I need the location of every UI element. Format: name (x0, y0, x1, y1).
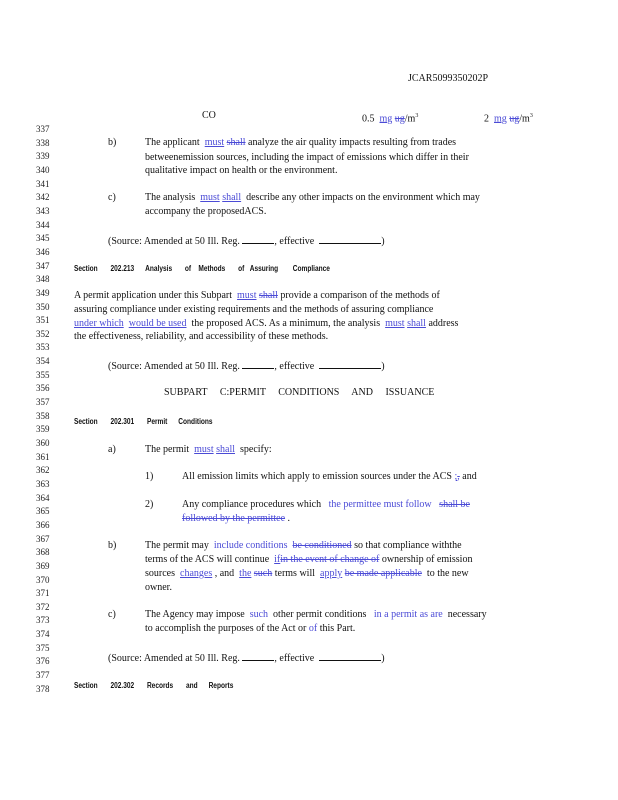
item-2-line-2 (182, 513, 290, 525)
item-2-line-1 (182, 499, 470, 511)
line-number: 349 (36, 287, 50, 298)
limit-1-unit-deleted: ug (394, 113, 405, 125)
inserted-text-4: shall (407, 318, 426, 329)
text: (Source: Amended at 50 Ill. Reg. (108, 361, 240, 372)
sec3-b-line-4: owner. (145, 582, 172, 593)
text: other permit conditions (273, 609, 367, 620)
line-number: 364 (36, 492, 50, 503)
inserted-text: must (200, 192, 220, 203)
section-202-301-heading (74, 416, 213, 428)
line-number: 378 (36, 683, 50, 694)
inserted-text: such (249, 609, 269, 620)
item-c-line-1 (145, 192, 480, 204)
text: Assuring (249, 264, 279, 273)
limit-1-unit-inserted: mg (379, 113, 393, 125)
text: , and (214, 568, 235, 579)
line-number: 360 (36, 437, 50, 448)
line-number: 376 (36, 656, 50, 667)
inserted-text: if (274, 554, 281, 565)
text: The permit may (145, 540, 209, 551)
inserted-text-2: shall (216, 444, 235, 455)
text: ) (381, 361, 385, 372)
text: 202.302 (110, 681, 135, 690)
sec2-line-3 (74, 318, 458, 330)
line-number: 372 (36, 601, 50, 612)
inserted-text-3: apply (320, 568, 343, 579)
text: 202.213 (110, 264, 135, 273)
text: terms of the ACS will continue (145, 554, 270, 565)
text: of (184, 264, 192, 273)
limit-1-unit-m: /m (404, 113, 416, 125)
line-number: 368 (36, 547, 50, 558)
line-number: 345 (36, 233, 50, 244)
item-b-line-2: betweenemission sources, including the impact of emissions which differ in their (145, 152, 469, 163)
section-202-213-heading (74, 263, 330, 275)
deleted-text: shall be (439, 499, 470, 510)
sec3-a-line-1 (145, 444, 272, 456)
text: Analysis (145, 264, 173, 273)
line-number: 358 (36, 410, 50, 421)
text: describe any other impacts on the environment which may (246, 192, 480, 203)
text: terms will (274, 568, 316, 579)
sec3-b-line-2 (145, 554, 472, 566)
line-number: 371 (36, 588, 50, 599)
sec2-line-2: assuring compliance under existing requirements and the methods of assuring compliance (74, 304, 434, 315)
source-note-1 (108, 234, 385, 248)
blank-line (319, 651, 381, 661)
inserted-text: of (308, 623, 318, 634)
inserted-text: ; (454, 471, 458, 482)
line-number: 359 (36, 424, 50, 435)
limit-value-2 (484, 110, 533, 125)
blank-line (319, 234, 381, 244)
line-number: 354 (36, 356, 50, 367)
text: Section (74, 417, 98, 426)
item-1-label: 1) (145, 471, 154, 482)
item-b-line-1 (145, 137, 537, 149)
inserted-text: must (204, 137, 225, 148)
line-number: 353 (36, 342, 50, 353)
inserted-text: changes (180, 568, 213, 579)
deleted-text-2: followed by the permittee (182, 513, 286, 524)
limit-2-number: 2 (484, 113, 489, 125)
line-number: 350 (36, 301, 50, 312)
section-202-302-heading (74, 680, 233, 692)
line-number: 377 (36, 670, 50, 680)
inserted-text: must (237, 290, 257, 301)
pollutant-name: CO (202, 110, 216, 121)
inserted-text: under which (74, 318, 124, 329)
text: All emission limits which apply to emission sources under the ACS (182, 471, 452, 482)
text: to accomplish the purposes of the Act or (145, 623, 307, 634)
line-number: 337 (36, 124, 50, 134)
blank-line (242, 359, 274, 369)
document-id: JCAR5099350202P (408, 73, 489, 84)
line-number: 362 (36, 465, 50, 476)
sec2-line-1 (74, 290, 440, 302)
line-number: 357 (36, 397, 50, 407)
line-number: 347 (36, 260, 50, 271)
limit-2-unit-m: /m (519, 113, 530, 125)
text: The Agency may impose (145, 609, 245, 620)
text: Reports (208, 681, 234, 690)
limit-1-sup: 3 (415, 113, 419, 119)
source-note-2 (108, 359, 385, 373)
item-b-label: b) (108, 137, 117, 148)
text: The applicant (145, 137, 200, 148)
text: A permit application under this Subpart (74, 290, 233, 301)
line-number: 373 (36, 615, 50, 626)
text: and (462, 471, 477, 482)
text: ) (381, 236, 385, 247)
text: . (287, 513, 291, 524)
text: Conditions (178, 417, 213, 426)
text: Any compliance procedures which (182, 499, 322, 510)
line-number: 366 (36, 519, 50, 530)
sec3-c-label: c) (108, 609, 116, 620)
deleted-text-2: be made applicable (344, 568, 422, 579)
inserted-text-2: in a permit as are (373, 609, 443, 620)
line-number: 374 (36, 629, 50, 639)
item-c-line-2: accompany the proposedACS. (145, 206, 267, 217)
item-1-text (182, 471, 477, 483)
line-number: 369 (36, 560, 50, 571)
line-number: 342 (36, 192, 50, 203)
line-number: 346 (36, 246, 50, 257)
text: Records (146, 681, 174, 690)
text: ) (381, 653, 385, 664)
limit-2-sup: 3 (529, 113, 533, 119)
text: Section (74, 264, 98, 273)
text: (Source: Amended at 50 Ill. Reg. (108, 653, 240, 664)
line-number: 375 (36, 642, 50, 653)
text: , effective (274, 653, 315, 664)
line-number: 339 (36, 151, 50, 162)
text: to the new (426, 568, 469, 579)
inserted-text: the permittee must follow (328, 499, 432, 510)
limit-2-unit-inserted: mg (494, 113, 507, 125)
limit-value-1 (362, 110, 418, 125)
line-number: 356 (36, 383, 50, 394)
text: analyze the air quality impacts resulting from trades (248, 137, 457, 148)
line-number: 370 (36, 574, 50, 585)
blank-line (242, 234, 274, 244)
line-number: 365 (36, 506, 50, 517)
item-c-label: c) (108, 192, 116, 203)
sec3-b-line-3 (145, 568, 469, 580)
text: Compliance (292, 264, 330, 273)
sec3-a-label: a) (108, 444, 116, 455)
limit-1-number: 0.5 (362, 113, 375, 125)
text: so that compliance withthe (354, 540, 462, 551)
line-number: 367 (36, 533, 50, 544)
line-number: 361 (36, 451, 50, 462)
deleted-text: in the event of change of (280, 554, 380, 565)
sec3-c-line-2 (145, 623, 355, 635)
text: 202.301 (110, 417, 135, 426)
blank-line (242, 651, 274, 661)
subpart-title: SUBPART C:PERMIT CONDITIONS AND ISSUANCE (164, 387, 435, 398)
line-number: 352 (36, 328, 50, 339)
line-number: 344 (36, 219, 50, 230)
deleted-text: , (457, 471, 460, 482)
deleted-text: shall (226, 137, 246, 148)
line-number: 341 (36, 178, 50, 189)
line-number: 363 (36, 478, 50, 489)
sec3-c-line-1 (145, 609, 487, 621)
item-2-label: 2) (145, 499, 154, 510)
line-number: 351 (36, 315, 50, 326)
text: Methods (198, 264, 226, 273)
text: specify: (240, 444, 272, 455)
line-number: 343 (36, 205, 50, 216)
sec3-b-label: b) (108, 540, 117, 551)
line-number: 355 (36, 369, 50, 380)
text: provide a comparison of the methods of (280, 290, 440, 301)
item-b-line-3: qualitative impact on health or the environment. (145, 165, 338, 176)
sec2-line-4: the effectiveness, reliability, and accessibility of these methods. (74, 331, 329, 342)
deleted-text: be conditioned (292, 540, 352, 551)
text: of (238, 264, 245, 273)
text: Section (74, 681, 98, 690)
source-note-3 (108, 651, 385, 665)
text: the proposed ACS. As a minimum, the analysis (191, 318, 381, 329)
deleted-text: shall (258, 290, 278, 301)
inserted-text-2: the (239, 568, 252, 579)
text: and (185, 681, 198, 690)
blank-line (319, 359, 381, 369)
line-number: 340 (36, 164, 50, 175)
inserted-text: include conditions (213, 540, 288, 551)
text: Permit (146, 417, 168, 426)
text: , effective (274, 236, 315, 247)
deleted-text: such (253, 568, 273, 579)
text: ownership of emission (381, 554, 473, 565)
line-number: 338 (36, 137, 50, 148)
inserted-text: must (194, 444, 214, 455)
text: , effective (274, 361, 315, 372)
limit-2-unit-deleted: ug (509, 113, 520, 125)
inserted-text-2: shall (222, 192, 242, 203)
inserted-text-2: would be used (128, 318, 187, 329)
text: The analysis (145, 192, 196, 203)
inserted-text-3: must (385, 318, 405, 329)
line-number: 348 (36, 274, 50, 285)
text: address (428, 318, 459, 329)
text: (Source: Amended at 50 Ill. Reg. (108, 236, 240, 247)
sec3-b-line-1 (145, 540, 462, 552)
text: necessary (447, 609, 487, 620)
text: The permit (145, 444, 190, 455)
text: sources (145, 568, 175, 579)
text: this Part. (319, 623, 356, 634)
